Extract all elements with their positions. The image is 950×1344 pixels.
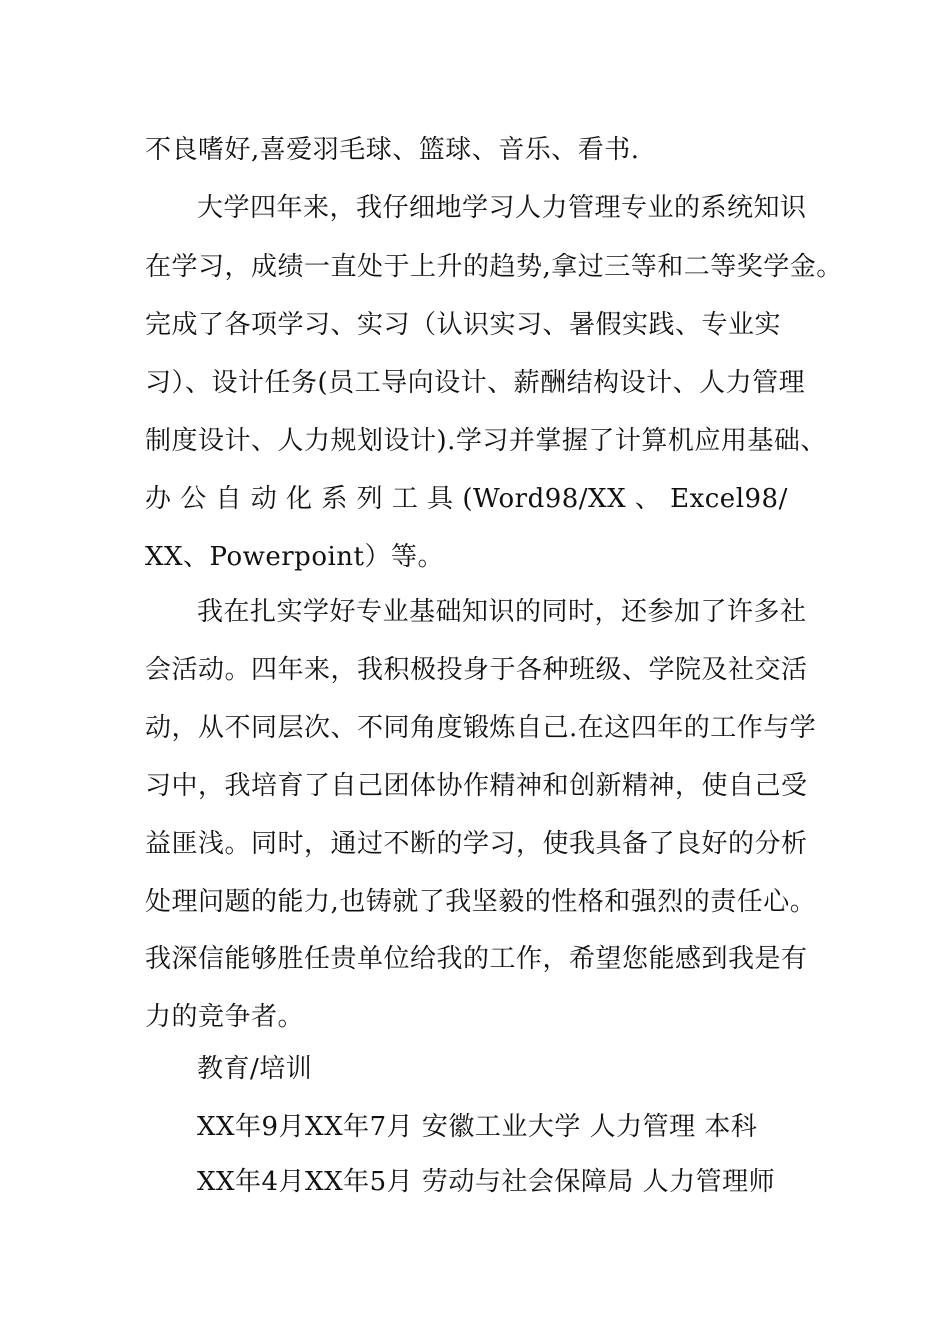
paragraph-line: XX、Powerpoint）等。 [145, 542, 444, 572]
education-entry: XX年9月XX年7月 安徽工业大学 人力管理 本科 [197, 1112, 758, 1142]
paragraph-line: 我深信能够胜任贵单位给我的工作，希望您能感到我是有 [145, 944, 808, 974]
paragraph-line: 不良嗜好,喜爱羽毛球、篮球、音乐、看书. [145, 135, 640, 165]
paragraph-line: 力的竞争者。 [145, 1002, 305, 1032]
paragraph-line: 完成了各项学习、实习（认识实习、暑假实践、专业实 [145, 310, 782, 340]
education-entry: XX年4月XX年5月 劳动与社会保障局 人力管理师 [197, 1167, 776, 1197]
paragraph-line: 习中，我培育了自己团体协作精神和创新精神，使自己受 [145, 771, 808, 801]
paragraph-line: 办 公 自 动 化 系 列 工 具 (Word98/XX 、 Excel98/ [145, 484, 788, 514]
paragraph-line: 处理问题的能力,也铸就了我坚毅的性格和强烈的责任心。 [145, 887, 817, 917]
paragraph-line: 会活动。四年来，我积极投身于各种班级、学院及社交活 [145, 655, 808, 685]
paragraph-line: 在学习，成绩一直处于上升的趋势,拿过三等和二等奖学金。 [145, 252, 843, 282]
paragraph-line: 益匪浅。同时，通过不断的学习，使我具备了良好的分析 [145, 829, 808, 859]
section-heading: 教育/培训 [197, 1054, 313, 1084]
paragraph-line: 动，从不同层次、不同角度锻炼自己.在这四年的工作与学 [145, 713, 817, 743]
paragraph-line: 制度设计、人力规划设计).学习并掌握了计算机应用基础、 [145, 426, 827, 456]
paragraph-line: 我在扎实学好专业基础知识的同时，还参加了许多社 [197, 597, 807, 627]
paragraph-line: 大学四年来，我仔细地学习人力管理专业的系统知识 [197, 193, 807, 223]
paragraph-line: 习）、设计任务(员工导向设计、薪酬结构设计、人力管理 [145, 368, 806, 398]
